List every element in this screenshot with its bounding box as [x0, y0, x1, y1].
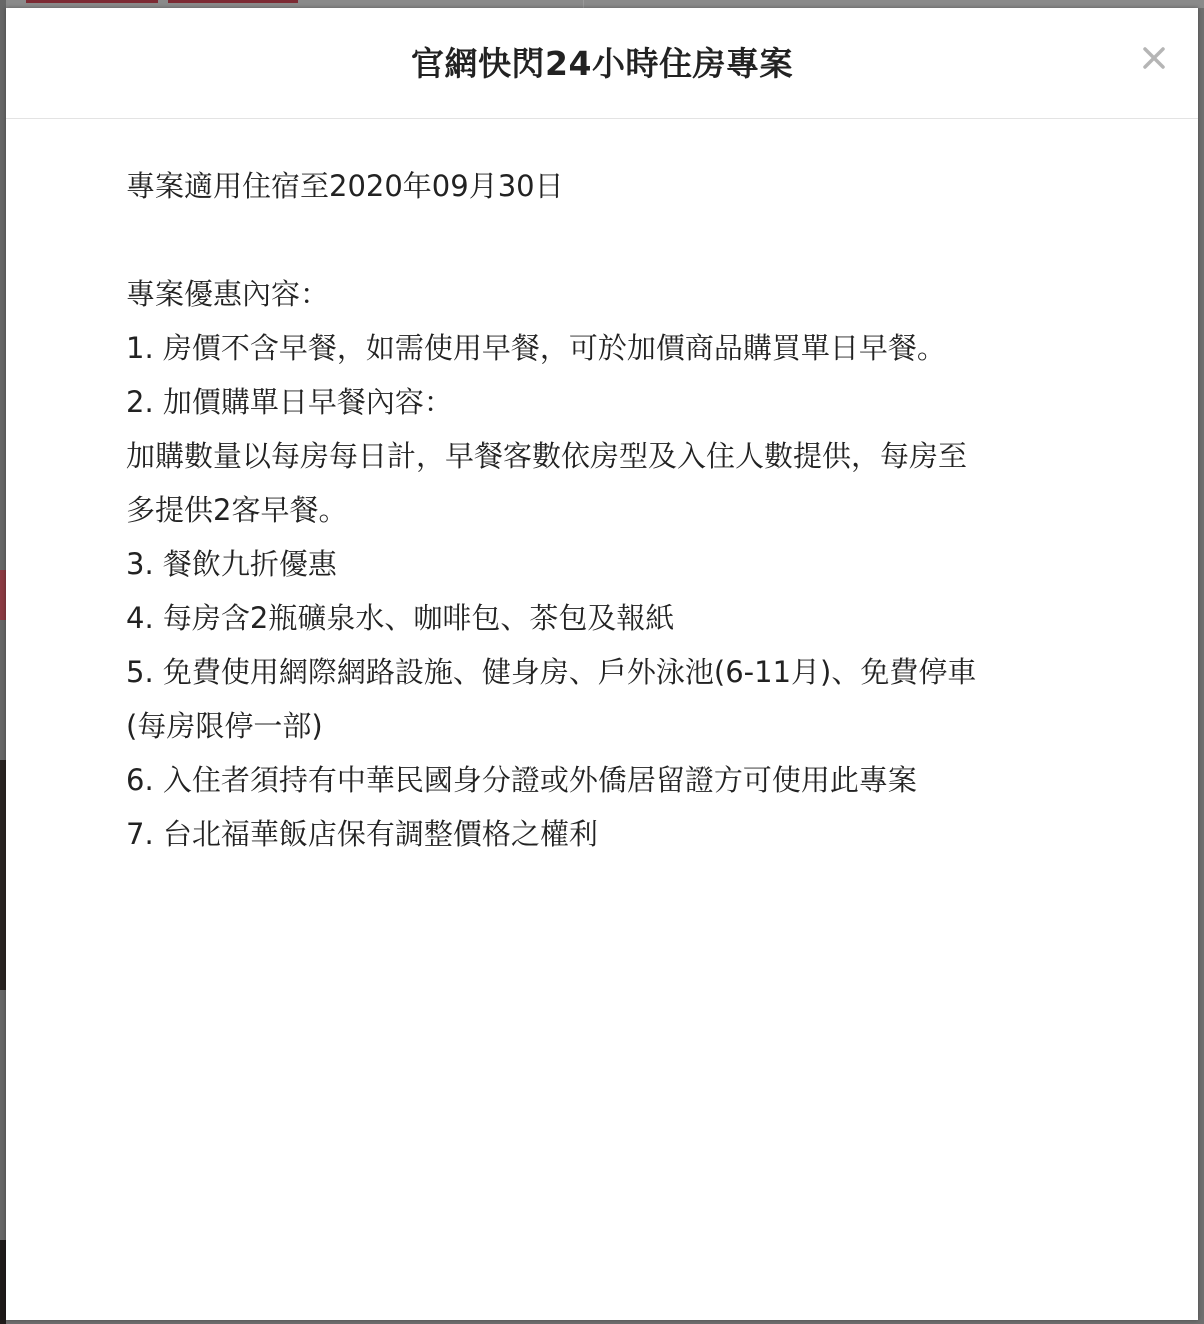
modal-header	[6, 8, 1198, 119]
background-divider	[583, 0, 584, 8]
section-heading: 專案優惠內容：	[126, 277, 330, 311]
list-item: 3. 餐飲九折優惠	[126, 547, 337, 581]
list-item: 加購數量以每房每日計，早餐客數依房型及入住人數提供，每房至	[126, 439, 968, 473]
background-tab-indicator	[26, 0, 158, 3]
modal-title: 官網快閃24小時住房專案	[411, 44, 793, 83]
close-button[interactable]	[1134, 38, 1174, 78]
list-item: 5. 免費使用網際網路設施、健身房、戶外泳池(6-11月)、免費停車	[126, 655, 977, 689]
list-item: 7. 台北福華飯店保有調整價格之權利	[126, 817, 598, 851]
modal-body	[126, 159, 1086, 861]
spacer	[126, 213, 1086, 267]
validity-text: 專案適用住宿至2020年09月30日	[126, 169, 564, 203]
list-item: 多提供2客早餐。	[126, 493, 348, 527]
list-item: 1. 房價不含早餐，如需使用早餐，可於加價商品購買單日早餐。	[126, 331, 946, 365]
list-item: (每房限停一部)	[126, 709, 323, 743]
close-icon	[1134, 38, 1174, 78]
list-item: 4. 每房含2瓶礦泉水、咖啡包、茶包及報紙	[126, 601, 675, 635]
list-item: 2. 加價購單日早餐內容：	[126, 385, 453, 419]
promotion-modal	[6, 8, 1198, 1320]
background-tab-indicator	[168, 0, 298, 3]
list-item: 6. 入住者須持有中華民國身分證或外僑居留證方可使用此專案	[126, 763, 917, 797]
